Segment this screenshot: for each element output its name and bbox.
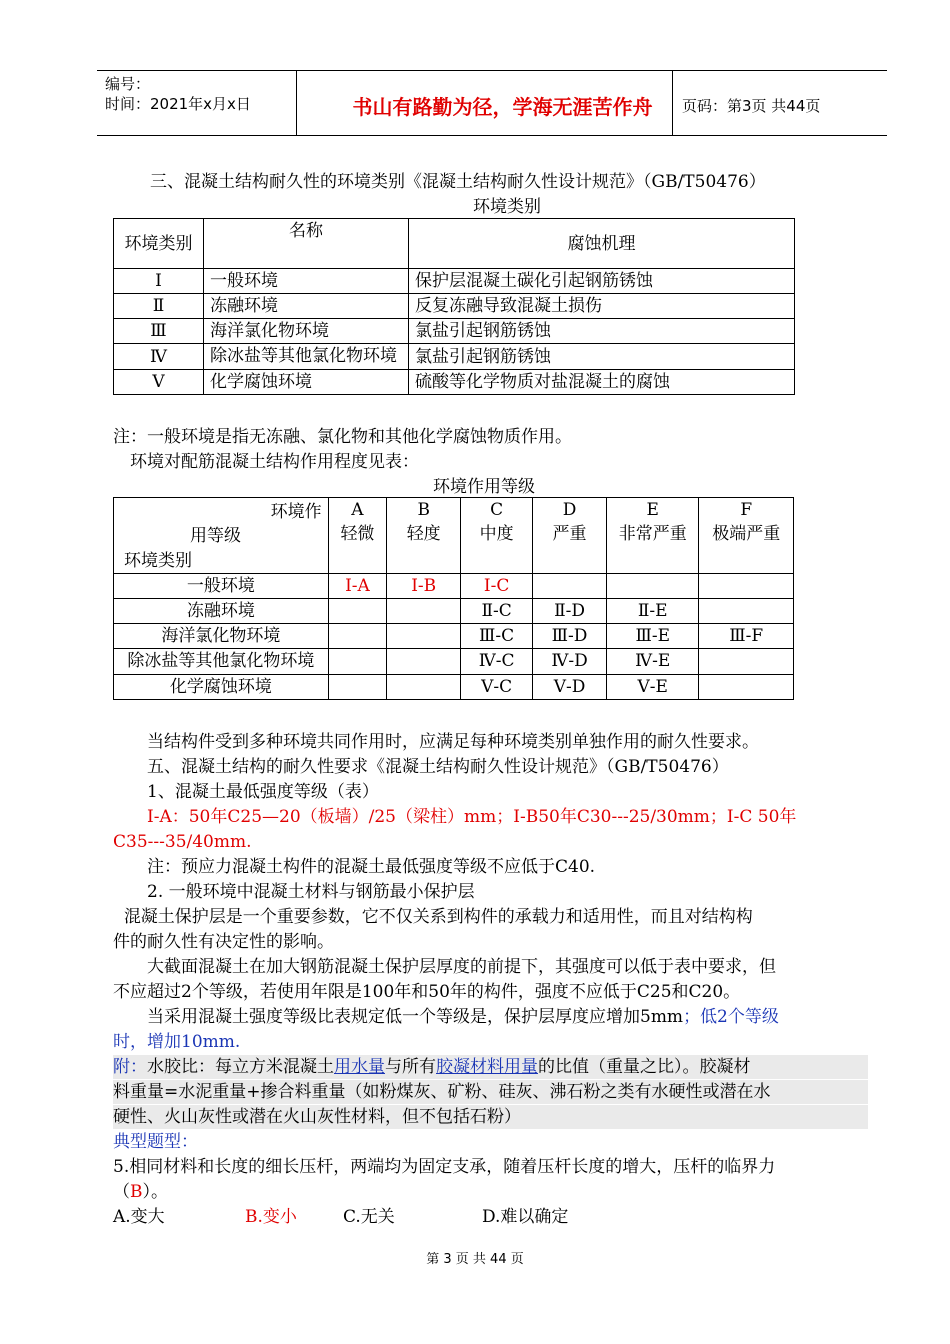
appendix-line-1: 附：水胶比：每立方米混凝土用水量与所有胶凝材料用量的比值（重量之比）。胶凝材 (113, 1055, 868, 1079)
table-row: Ⅲ 海洋氯化物环境 氯盐引起钢筋锈蚀 (114, 319, 795, 344)
header-divider (296, 71, 297, 135)
option-a: A.变大 (113, 1207, 165, 1227)
table-row: Ⅱ 冻融环境 反复冻融导致混凝土损伤 (114, 294, 795, 319)
strength-requirement-line-2: C35---35/40mm. (113, 832, 252, 852)
section-5-title: 五、混凝土结构的耐久性要求《混凝土结构耐久性设计规范》（GB/T50476） (147, 757, 729, 777)
option-d: D.难以确定 (482, 1207, 569, 1227)
multi-environment-text: 当结构件受到多种环境共同作用时，应满足每种环境类别单独作用的耐久性要求。 (147, 732, 759, 752)
large-section-line-2: 不应超过2个等级，若使用年限是100年和50年的构件，强度不应低于C25和C20。 (113, 982, 741, 1002)
grade-header-d: D 严重 (533, 498, 607, 574)
table-1-caption: 环境类别 (473, 197, 541, 217)
table-row: Ⅰ 一般环境 保护层混凝土碳化引起钢筋锈蚀 (114, 269, 795, 294)
table-2-intro: 环境对配筋混凝土结构作用程度见表： (130, 452, 419, 472)
cover-paragraph-line-1: 混凝土保护层是一个重要参数，它不仅关系到构件的承载力和适用性，而且对结构构 (123, 907, 753, 927)
table-header-mechanism: 腐蚀机理 (409, 219, 795, 269)
page-header (97, 70, 887, 136)
corner-header: 环境作 用等级 环境类别 (114, 498, 329, 574)
section-3-title: 三、混凝土结构耐久性的环境类别《混凝土结构耐久性设计规范》（GB/T50476） (150, 172, 766, 192)
prestressed-note: 注：预应力混凝土构件的混凝土最低强度等级不应低于C40. (147, 857, 596, 877)
table-row: 一般环境 Ⅰ-A Ⅰ-B Ⅰ-C (114, 574, 794, 599)
large-section-line-1: 大截面混凝土在加大钢筋混凝土保护层厚度的前提下，其强度可以低于表中要求，但 (147, 957, 776, 977)
grade-header-c: C 中度 (461, 498, 533, 574)
environment-category-table (113, 218, 795, 395)
table-header-category: 环境类别 (114, 219, 204, 269)
table-1-note: 注：一般环境是指无冻融、氯化物和其他化学腐蚀物质作用。 (113, 427, 572, 447)
section-5-item-2: 2. 一般环境中混凝土材料与钢筋最小保护层 (147, 882, 475, 902)
grade-header-e: E 非常严重 (607, 498, 699, 574)
lower-grade-line-1: 当采用混凝土强度等级比表规定低一个等级是，保护层厚度应增加5mm；低2个等级 (147, 1007, 779, 1027)
question-5-text: 5.相同材料和长度的细长压杆，两端均为固定支承，随着压杆长度的增大，压杆的临界力 (113, 1157, 776, 1177)
table-header-name: 名称 (204, 219, 409, 269)
water-amount-link[interactable]: 用水量 (334, 1057, 385, 1077)
table-row: Ⅴ 化学腐蚀环境 硫酸等化学物质对盐混凝土的腐蚀 (114, 370, 795, 395)
option-b: B.变小 (245, 1207, 297, 1227)
table-2-caption: 环境作用等级 (433, 477, 535, 497)
table-row: 除冰盐等其他氯化物环境 Ⅳ-C Ⅳ-D Ⅳ-E (114, 649, 794, 675)
header-motto: 书山有路勤为径，学海无涯苦作舟 (352, 95, 653, 119)
grade-header-a: A 轻微 (328, 498, 387, 574)
cover-paragraph-line-2: 件的耐久性有决定性的影响。 (113, 932, 334, 952)
header-page-number: 页码：第3页 共44页 (682, 97, 821, 115)
option-c: C.无关 (343, 1207, 395, 1227)
table-row: 冻融环境 Ⅱ-C Ⅱ-D Ⅱ-E (114, 599, 794, 624)
header-number: 编号： (105, 75, 151, 93)
action-grade-table (113, 497, 794, 700)
grade-header-b: B 轻度 (387, 498, 461, 574)
grade-header-f: F 极端严重 (699, 498, 794, 574)
binder-amount-link[interactable]: 胶凝材料用量 (436, 1057, 538, 1077)
strength-requirement-line-1: Ⅰ-A：50年C25—20（板墙）/25（梁柱）mm；Ⅰ-B50年C30---25/30mm；Ⅰ-C 50年 (147, 807, 797, 827)
table-row: 化学腐蚀环境 Ⅴ-C Ⅴ-D Ⅴ-E (114, 675, 794, 700)
header-time: 时间：2021年x月x日 (105, 95, 251, 113)
question-5-answer-line: （B）。 (113, 1182, 168, 1202)
question-5-answer: B (130, 1182, 143, 1202)
table-row: Ⅳ 除冰盐等其他氯化物环境 氯盐引起钢筋锈蚀 (114, 344, 795, 370)
appendix-line-2: 料重量=水泥重量+掺合料重量（如粉煤灰、矿粉、硅灰、沸石粉之类有水硬性或潜在水 (113, 1080, 868, 1104)
section-5-item-1: 1、混凝土最低强度等级（表） (147, 782, 379, 802)
lower-grade-line-2: 时，增加10mm. (113, 1032, 241, 1052)
appendix-line-3: 硬性、火山灰性或潜在火山灰性材料，但不包括石粉） (113, 1105, 868, 1129)
table-row: 海洋氯化物环境 Ⅲ-C Ⅲ-D Ⅲ-E Ⅲ-F (114, 624, 794, 649)
typical-question-label: 典型题型： (113, 1132, 198, 1152)
page-footer: 第 3 页 共 44 页 (426, 1252, 524, 1267)
